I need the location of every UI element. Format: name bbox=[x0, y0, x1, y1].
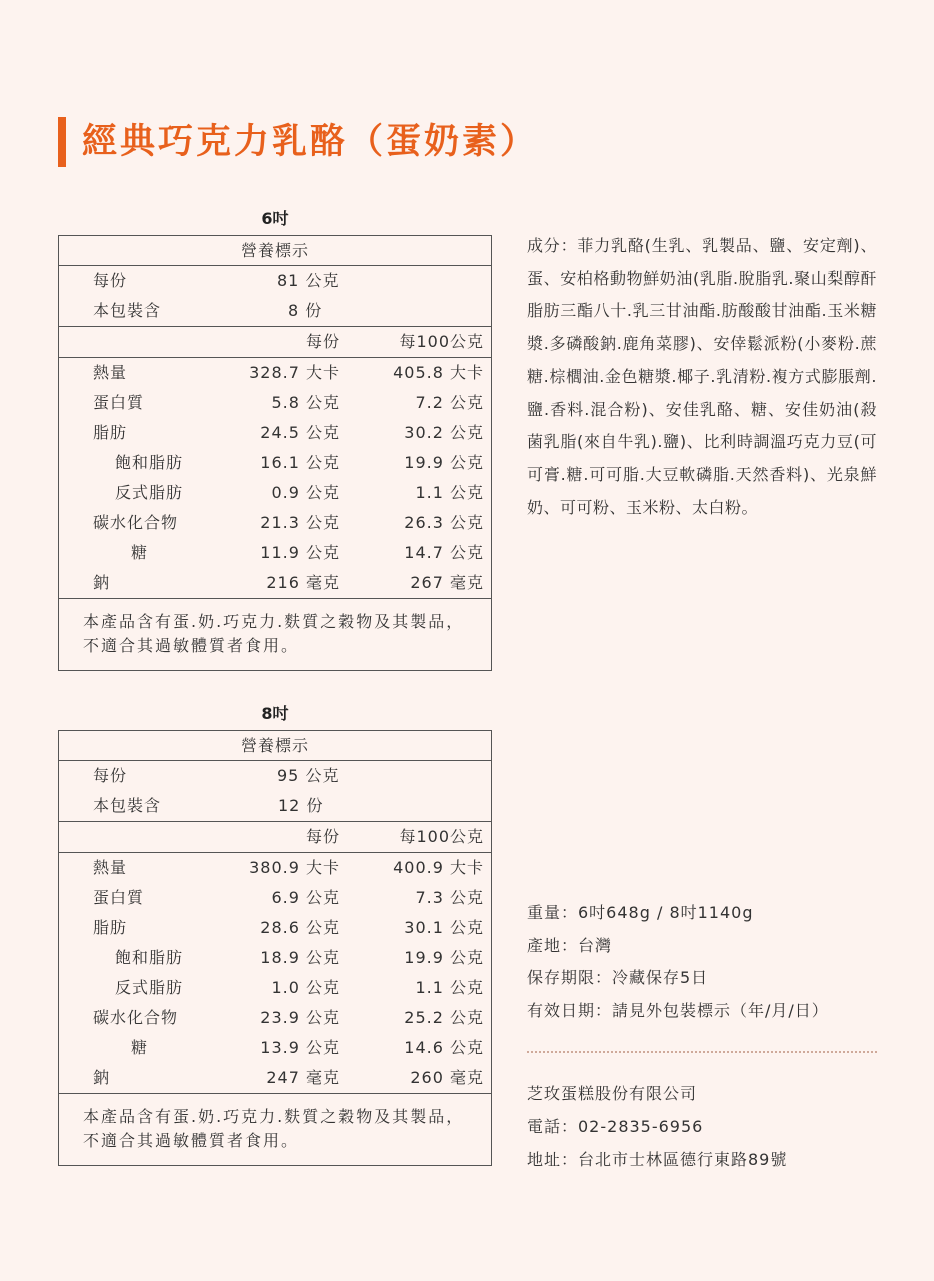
page-title: 經典巧克力乳酪（蛋奶素） bbox=[82, 122, 539, 162]
nutrient-label: 反式脂肪 bbox=[115, 978, 184, 997]
package-label: 本包裝含 bbox=[93, 301, 162, 320]
table-row bbox=[59, 1003, 491, 1033]
per-100g-value: 7.2 公克 bbox=[415, 393, 484, 412]
per-100g-value: 267 毫克 bbox=[410, 573, 484, 592]
table-row bbox=[59, 883, 491, 913]
size-label-8: 8吋 bbox=[261, 704, 289, 723]
nutrition-table-6 bbox=[58, 235, 492, 671]
package-row bbox=[59, 296, 491, 326]
table-row bbox=[59, 853, 491, 883]
per-serving-value: 328.7 大卡 bbox=[249, 363, 340, 382]
serving-row bbox=[59, 761, 491, 791]
package-value: 12 份 bbox=[278, 796, 324, 815]
nutrient-label: 反式脂肪 bbox=[115, 483, 184, 502]
per-100g-value: 14.6 公克 bbox=[404, 1038, 484, 1057]
table-row bbox=[59, 358, 491, 388]
per-serving-value: 18.9 公克 bbox=[260, 948, 340, 967]
column-header-row bbox=[59, 326, 491, 357]
per-serving-value: 28.6 公克 bbox=[260, 918, 340, 937]
company-info bbox=[527, 1077, 787, 1176]
per-serving-value: 11.9 公克 bbox=[260, 543, 340, 562]
per-serving-value: 6.9 公克 bbox=[271, 888, 340, 907]
per-serving-value: 1.0 公克 bbox=[271, 978, 340, 997]
table-row bbox=[59, 478, 491, 508]
serving-label: 每份 bbox=[93, 271, 128, 290]
column-header-row bbox=[59, 821, 491, 852]
per-serving-value: 23.9 公克 bbox=[260, 1008, 340, 1027]
dotted-divider bbox=[527, 1051, 877, 1053]
nutrient-label: 熱量 bbox=[93, 858, 128, 877]
package-row bbox=[59, 791, 491, 821]
table-row bbox=[59, 1063, 491, 1093]
table-row bbox=[59, 388, 491, 418]
table-row bbox=[59, 913, 491, 943]
per-100g-value: 400.9 大卡 bbox=[393, 858, 484, 877]
weight-text: 重量：6吋648g / 8吋1140g bbox=[527, 903, 754, 922]
table-row bbox=[59, 418, 491, 448]
per-serving-value: 247 毫克 bbox=[266, 1068, 340, 1087]
serving-row bbox=[59, 266, 491, 296]
per-serving-value: 21.3 公克 bbox=[260, 513, 340, 532]
nutrient-rows bbox=[59, 852, 491, 1093]
company-address: 地址：台北市士林區德行東路89號 bbox=[527, 1150, 788, 1169]
nutrient-label: 碳水化合物 bbox=[93, 513, 179, 532]
nutrition-table-8 bbox=[58, 730, 492, 1166]
nutrient-label: 蛋白質 bbox=[93, 888, 145, 907]
per-100g-value: 1.1 公克 bbox=[415, 483, 484, 502]
per-serving-value: 0.9 公克 bbox=[271, 483, 340, 502]
nutrition-header: 營養標示 bbox=[59, 731, 491, 761]
per-serving-value: 16.1 公克 bbox=[260, 453, 340, 472]
table-row bbox=[59, 538, 491, 568]
ingredients-text: 成分：菲力乳酪(生乳、乳製品、鹽、安定劑)、蛋、安柏格動物鮮奶油(乳脂.脫脂乳.聚山梨醇酐脂肪三酯八十.乳三甘油酯.肪酸酸甘油酯.玉米糖漿.多磷酸鈉.鹿角菜膠)、安倖鬆派粉(小麥粉.蔗糖.棕櫚油.金色糖漿.椰子.乳清粉.複方式膨脹劑.鹽.香料.混合粉)、安佳乳酪、糖、安佳奶油(殺菌乳脂(來自牛乳).鹽)、比利時調溫巧克力豆(可可膏.糖.可可脂.大豆軟磷脂.天然香料)、光泉鮮奶、可可粉、玉米粉、太白粉。 bbox=[527, 236, 877, 517]
col-per-100g: 每100公克 bbox=[399, 827, 484, 846]
storage-text: 保存期限：冷藏保存5日 bbox=[527, 968, 709, 987]
col-per-serving: 每份 bbox=[305, 827, 340, 846]
nutrient-label: 脂肪 bbox=[93, 423, 128, 442]
col-per-serving: 每份 bbox=[305, 332, 340, 351]
package-label: 本包裝含 bbox=[93, 796, 162, 815]
origin-text: 產地：台灣 bbox=[527, 935, 613, 955]
serving-label: 每份 bbox=[93, 766, 128, 785]
nutrient-rows bbox=[59, 357, 491, 598]
per-100g-value: 7.3 公克 bbox=[415, 888, 484, 907]
per-100g-value: 1.1 公克 bbox=[415, 978, 484, 997]
table-row bbox=[59, 1033, 491, 1063]
nutrient-label: 飽和脂肪 bbox=[115, 453, 184, 472]
per-serving-value: 13.9 公克 bbox=[260, 1038, 340, 1057]
package-value: 8 份 bbox=[288, 301, 323, 320]
company-name: 芝玫蛋糕股份有限公司 bbox=[527, 1084, 698, 1103]
nutrient-label: 鈉 bbox=[93, 573, 111, 592]
nutrient-label: 飽和脂肪 bbox=[115, 948, 184, 967]
per-serving-value: 5.8 公克 bbox=[271, 393, 340, 412]
nutrient-label: 糖 bbox=[131, 1038, 149, 1057]
size-label-6: 6吋 bbox=[261, 209, 289, 228]
per-serving-value: 380.9 大卡 bbox=[249, 858, 340, 877]
nutrient-label: 脂肪 bbox=[93, 918, 128, 937]
table-row bbox=[59, 943, 491, 973]
allergen-note: 本產品含有蛋.奶.巧克力.麩質之穀物及其製品，不適合其過敏體質者食用。 bbox=[59, 1093, 491, 1165]
serving-value: 95 公克 bbox=[277, 766, 340, 785]
table-row bbox=[59, 568, 491, 598]
per-100g-value: 30.2 公克 bbox=[404, 423, 484, 442]
nutrient-label: 蛋白質 bbox=[93, 393, 145, 412]
nutrient-label: 鈉 bbox=[93, 1068, 111, 1087]
serving-value: 81 公克 bbox=[277, 271, 340, 290]
nutrient-label: 碳水化合物 bbox=[93, 1008, 179, 1027]
per-100g-value: 26.3 公克 bbox=[404, 513, 484, 532]
per-serving-value: 24.5 公克 bbox=[260, 423, 340, 442]
per-100g-value: 260 毫克 bbox=[410, 1068, 484, 1087]
per-100g-value: 25.2 公克 bbox=[404, 1008, 484, 1027]
nutrient-label: 熱量 bbox=[93, 363, 128, 382]
per-100g-value: 14.7 公克 bbox=[404, 543, 484, 562]
per-100g-value: 19.9 公克 bbox=[404, 948, 484, 967]
per-100g-value: 30.1 公克 bbox=[404, 918, 484, 937]
per-serving-value: 216 毫克 bbox=[266, 573, 340, 592]
nutrition-header: 營養標示 bbox=[59, 236, 491, 266]
per-100g-value: 405.8 大卡 bbox=[393, 363, 484, 382]
per-100g-value: 19.9 公克 bbox=[404, 453, 484, 472]
col-per-100g: 每100公克 bbox=[399, 332, 484, 351]
table-row bbox=[59, 448, 491, 478]
title-accent-bar bbox=[58, 117, 66, 167]
nutrient-label: 糖 bbox=[131, 543, 149, 562]
table-row bbox=[59, 973, 491, 1003]
table-row bbox=[59, 508, 491, 538]
product-info bbox=[527, 897, 829, 1027]
expiry-text: 有效日期：請見外包裝標示（年/月/日） bbox=[527, 1000, 829, 1020]
allergen-note: 本產品含有蛋.奶.巧克力.麩質之穀物及其製品，不適合其過敏體質者食用。 bbox=[59, 598, 491, 670]
company-phone: 電話：02-2835-6956 bbox=[527, 1117, 704, 1136]
